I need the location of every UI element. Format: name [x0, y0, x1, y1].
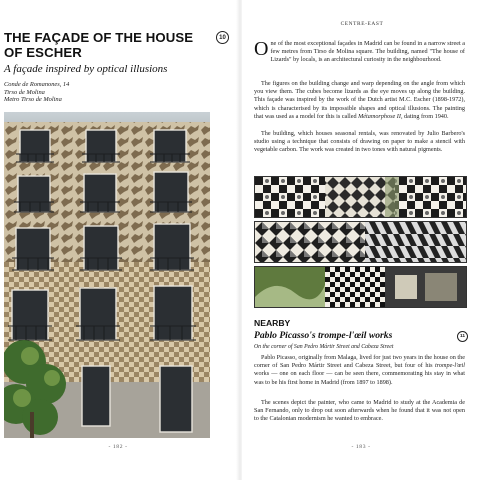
drop-cap: O — [254, 38, 269, 60]
metamorphose-strip-2 — [254, 221, 467, 263]
body-paragraph: The figures on the building change and warp depending on the angle from which you view them. The cubes become lizards as the eye moves up along the building. This façade was inspired by the work of the Dutch artist M.C. Escher (1898-1972), which is characterised by its impossible shapes and optical illusions. The painting that was used as a model for this is called Métamorphose II, dating from 1940. — [254, 80, 465, 120]
page-title: THE FAÇADE OF THE HOUSE OF ESCHER — [4, 30, 194, 60]
running-head: CENTRE-EAST — [340, 21, 384, 27]
address-block — [4, 81, 204, 104]
metamorphose-strip-3 — [254, 266, 467, 308]
page-subtitle: A façade inspired by optical illusions — [4, 63, 168, 75]
body-paragraph: The building, which houses seasonal rentals, was renovated by Julio Barbero's studio using a technique that consists of drawing on paper to make a stencil with vegetable carbon. The work was created in two tones with natural pigments. — [254, 130, 465, 154]
body-paragraph: Pablo Picasso, originally from Malaga, lived for just two years in the house on the corner of San Pedro Mártir Street and Cabeza Street, but four of his trompe-l'œil works — one on each floor — can be seen there, commemorating his stay in what was to be his first home in Madrid (from 1897 to 1898). — [254, 354, 465, 386]
left-page — [0, 0, 238, 480]
nearby-title: Pablo Picasso's trompe-l'œil works — [254, 330, 393, 341]
address-line: Conde de Romanones, 14 — [4, 81, 70, 88]
entry-number-badge: 10 — [216, 31, 229, 44]
metamorphose-strip-1 — [254, 176, 467, 218]
address-line: Metro Tirso de Molina — [4, 96, 62, 104]
nearby-number-badge: 11 — [457, 331, 468, 342]
nearby-label: NEARBY — [254, 318, 291, 328]
body-paragraph: One of the most exceptional façades in Madrid can be found in a narrow street a few metres from Tirso de Molina square. The building, named "The house of Lizards" by locals, is an architectural curiosity in the neighbourhood. — [254, 38, 465, 64]
page-number: - 183 - — [351, 444, 371, 450]
body-paragraph: The scenes depict the painter, who came to Madrid to study at the Academia de San Fernando, only to drop out soon afterwards when he found that it was not open to the Catalonian modernism he wanted to embrace. — [254, 399, 465, 423]
nearby-address: On the corner of San Pedro Mártir Street and Cabeza Street — [254, 344, 394, 350]
page-number: - 182 - — [108, 444, 128, 450]
facade-photo — [4, 112, 210, 438]
right-page — [242, 0, 480, 480]
address-line: Tirso de Molina — [4, 88, 45, 96]
